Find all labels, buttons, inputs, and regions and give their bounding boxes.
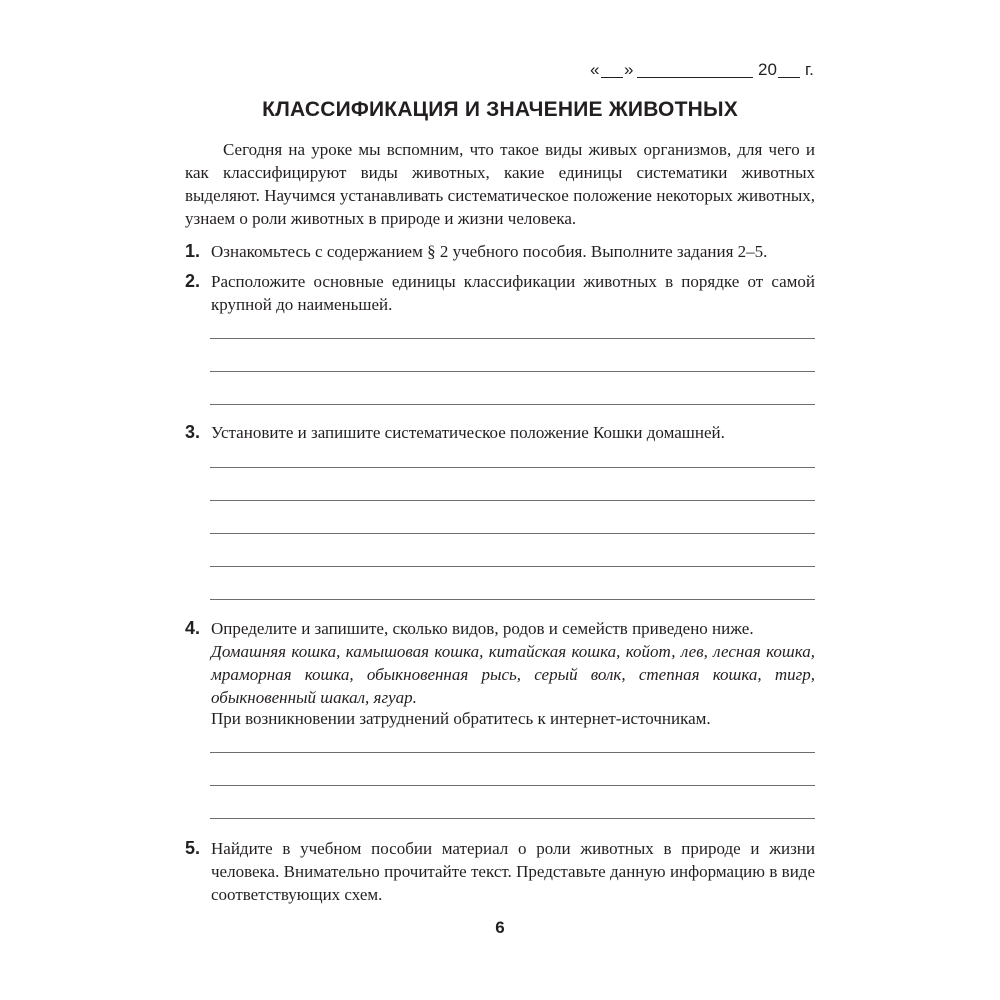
task-number: 1.: [185, 241, 201, 261]
year-prefix: 20: [758, 60, 777, 79]
answer-line[interactable]: [210, 818, 815, 819]
answer-line[interactable]: [210, 533, 815, 534]
answer-line[interactable]: [210, 752, 815, 753]
task-text: Найдите в учебном пособии материал о роли животных в природе и жизни человека. Внимательно прочитайте текст. Представьте данную информацию в виде соответствующих схем.: [211, 839, 815, 904]
species-list: Домашняя кошка, камышовая кошка, китайская кошка, койот, лев, лесная кошка, мраморная кошка, обыкновенная рысь, серый волк, степная кошка, тигр, обыкновенный шакал, ягуар.: [211, 642, 815, 707]
task-number: 3.: [185, 422, 201, 442]
answer-line[interactable]: [210, 371, 815, 372]
page-number: 6: [495, 918, 505, 937]
task-text: Ознакомьтесь с содержанием § 2 учебного пособия. Выполните задания 2–5.: [211, 242, 768, 261]
answer-line[interactable]: [210, 599, 815, 600]
intro-paragraph: Сегодня на уроке мы вспомним, что такое виды живых организмов, для чего и как классифицируют виды животных, какие единицы систематики животных выделяют. Научимся устанавливать систематическое положение некоторых животных, узнаем о роли животных в природе и жизни человека.: [185, 140, 815, 228]
month-blank: [637, 77, 753, 78]
task-number: 4.: [185, 618, 201, 638]
date-open-quote: «: [590, 60, 600, 79]
day-blank: [601, 77, 623, 78]
task-text: Установите и запишите систематическое положение Кошки домашней.: [211, 423, 725, 442]
task-number: 2.: [185, 271, 201, 291]
task-text: Определите и запишите, сколько видов, родов и семейств приведено ниже.: [211, 619, 754, 638]
year-blank: [778, 77, 800, 78]
answer-line[interactable]: [210, 566, 815, 567]
answer-line[interactable]: [210, 467, 815, 468]
answer-line[interactable]: [210, 785, 815, 786]
task-note: При возникновении затруднений обратитесь к интернет-источникам.: [211, 709, 711, 728]
answer-line[interactable]: [210, 500, 815, 501]
year-suffix: г.: [805, 60, 814, 79]
date-close-quote: »: [624, 60, 634, 79]
answer-line[interactable]: [210, 338, 815, 339]
task-number: 5.: [185, 838, 201, 858]
task-text: Расположите основные единицы классификации животных в порядке от самой крупной до наименьшей.: [211, 272, 815, 314]
date-line: [590, 60, 820, 84]
answer-line[interactable]: [210, 404, 815, 405]
page-title: КЛАССИФИКАЦИЯ И ЗНАЧЕНИЕ ЖИВОТНЫХ: [262, 98, 738, 121]
